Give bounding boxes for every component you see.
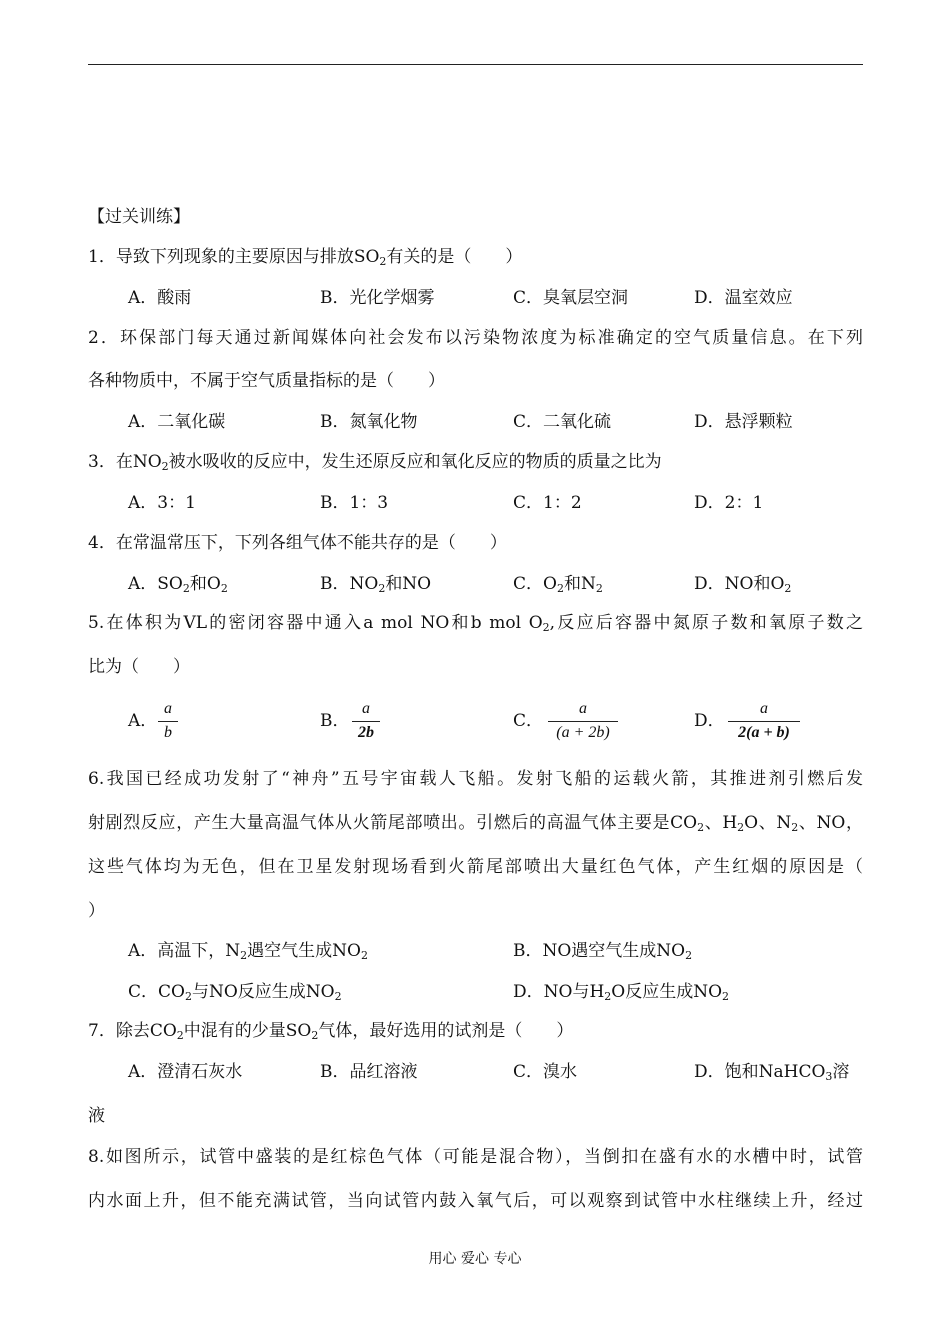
question-1: 1．导致下列现象的主要原因与排放$SO_2$有关的是（ ） <box>88 247 523 268</box>
q3-option-a: A．3：1 <box>128 493 196 513</box>
q5-option-a-fraction: a b <box>158 699 178 743</box>
q7-option-b: B．品红溶液 <box>320 1062 418 1082</box>
question-4: 4．在常温常压下，下列各组气体不能共存的是（ ） <box>88 533 507 553</box>
q7-option-c: C．溴水 <box>513 1062 578 1082</box>
q3-option-b: B．1：3 <box>320 493 389 513</box>
q7-option-d-wrap: 液 <box>88 1106 105 1126</box>
q4-option-b: B．$NO_2$和NO <box>320 574 432 595</box>
question-3: 3．在$NO_2$被水吸收的反应中，发生还原反应和氧化反应的物质的质量之比为 <box>88 452 662 473</box>
question-2-line-1: 2．环保部门每天通过新闻媒体向社会发布以污染物浓度为标准确定的空气质量信息。在下列 <box>88 328 863 348</box>
header-rule <box>88 64 863 65</box>
q1-option-c: C．臭氧层空洞 <box>513 288 629 308</box>
question-6-line-2: 射剧烈反应，产生大量高温气体从火箭尾部喷出。引燃后的高温气体主要是$CO_2$、$H_2O$、$N_2$、NO， <box>88 813 863 834</box>
q4-option-c: C．$O_2$和$N_2$ <box>513 574 603 595</box>
q5-option-b-label: B． <box>320 711 350 731</box>
q5-option-b-fraction: a 2b <box>352 699 380 743</box>
q5-option-c-label: C． <box>513 711 544 731</box>
section-title: 【过关训练】 <box>88 207 190 227</box>
q6-option-a: A．高温下，$N_2$遇空气生成$NO_2$ <box>128 941 368 962</box>
question-5-line-1: 5.在体积为VL的密闭容器中通入a mol NO和b mol $O_2$,反应后容器中氮原子数和氧原子数之 <box>88 613 863 634</box>
q2-option-a: A．二氧化碳 <box>128 412 226 432</box>
question-6-line-3: 这些气体均为无色，但在卫星发射现场看到火箭尾部喷出大量红色气体，产生红烟的原因是（ <box>88 857 863 877</box>
q4-option-d: D．NO和$O_2$ <box>694 574 792 595</box>
q7-option-d: D．饱和NaHCO$_3$溶 <box>694 1062 850 1083</box>
question-8-line-1: 8.如图所示，试管中盛装的是红棕色气体（可能是混合物），当倒扣在盛有水的水槽中时，试管 <box>88 1147 863 1167</box>
q1-option-d: D．温室效应 <box>694 288 793 308</box>
q6-option-b: B．NO遇空气生成$NO_2$ <box>513 941 693 962</box>
q6-option-c: C．$CO_2$与NO反应生成$NO_2$ <box>128 982 342 1003</box>
q5-option-c-fraction: a (a + 2b) <box>548 699 618 743</box>
q5-option-d-fraction: a 2(a + b) <box>728 699 800 743</box>
question-2-line-2: 各种物质中，不属于空气质量指标的是（ ） <box>88 371 445 391</box>
q5-option-a-label: A． <box>128 711 158 731</box>
question-5-line-2: 比为（ ） <box>88 657 190 677</box>
q6-option-d: D．NO与$H_2O$反应生成$NO_2$ <box>513 982 730 1003</box>
question-8-line-2: 内水面上升，但不能充满试管，当向试管内鼓入氧气后，可以观察到试管中水柱继续上升，经过 <box>88 1191 863 1211</box>
q5-option-d-label: D． <box>694 711 725 731</box>
question-6-line-4: ） <box>88 901 105 921</box>
q3-option-c: C．1：2 <box>513 493 582 513</box>
q3-option-d: D．2：1 <box>694 493 764 513</box>
q4-option-a: A．$SO_2$和$O_2$ <box>128 574 228 595</box>
page-footer: 用心 爱心 专心 <box>428 1251 522 1267</box>
q7-option-a: A．澄清石灰水 <box>128 1062 243 1082</box>
q1-option-b: B．光化学烟雾 <box>320 288 435 308</box>
question-6-line-1: 6.我国已经成功发射了“神舟”五号宇宙载人飞船。发射飞船的运载火箭，其推进剂引燃后发 <box>88 769 863 789</box>
question-7: 7．除去$CO_2$中混有的少量$SO_2$气体，最好选用的试剂是（ ） <box>88 1021 574 1042</box>
q2-option-c: C．二氧化硫 <box>513 412 612 432</box>
q2-option-b: B．氮氧化物 <box>320 412 418 432</box>
q1-option-a: A．酸雨 <box>128 288 192 308</box>
q2-option-d: D．悬浮颗粒 <box>694 412 793 432</box>
